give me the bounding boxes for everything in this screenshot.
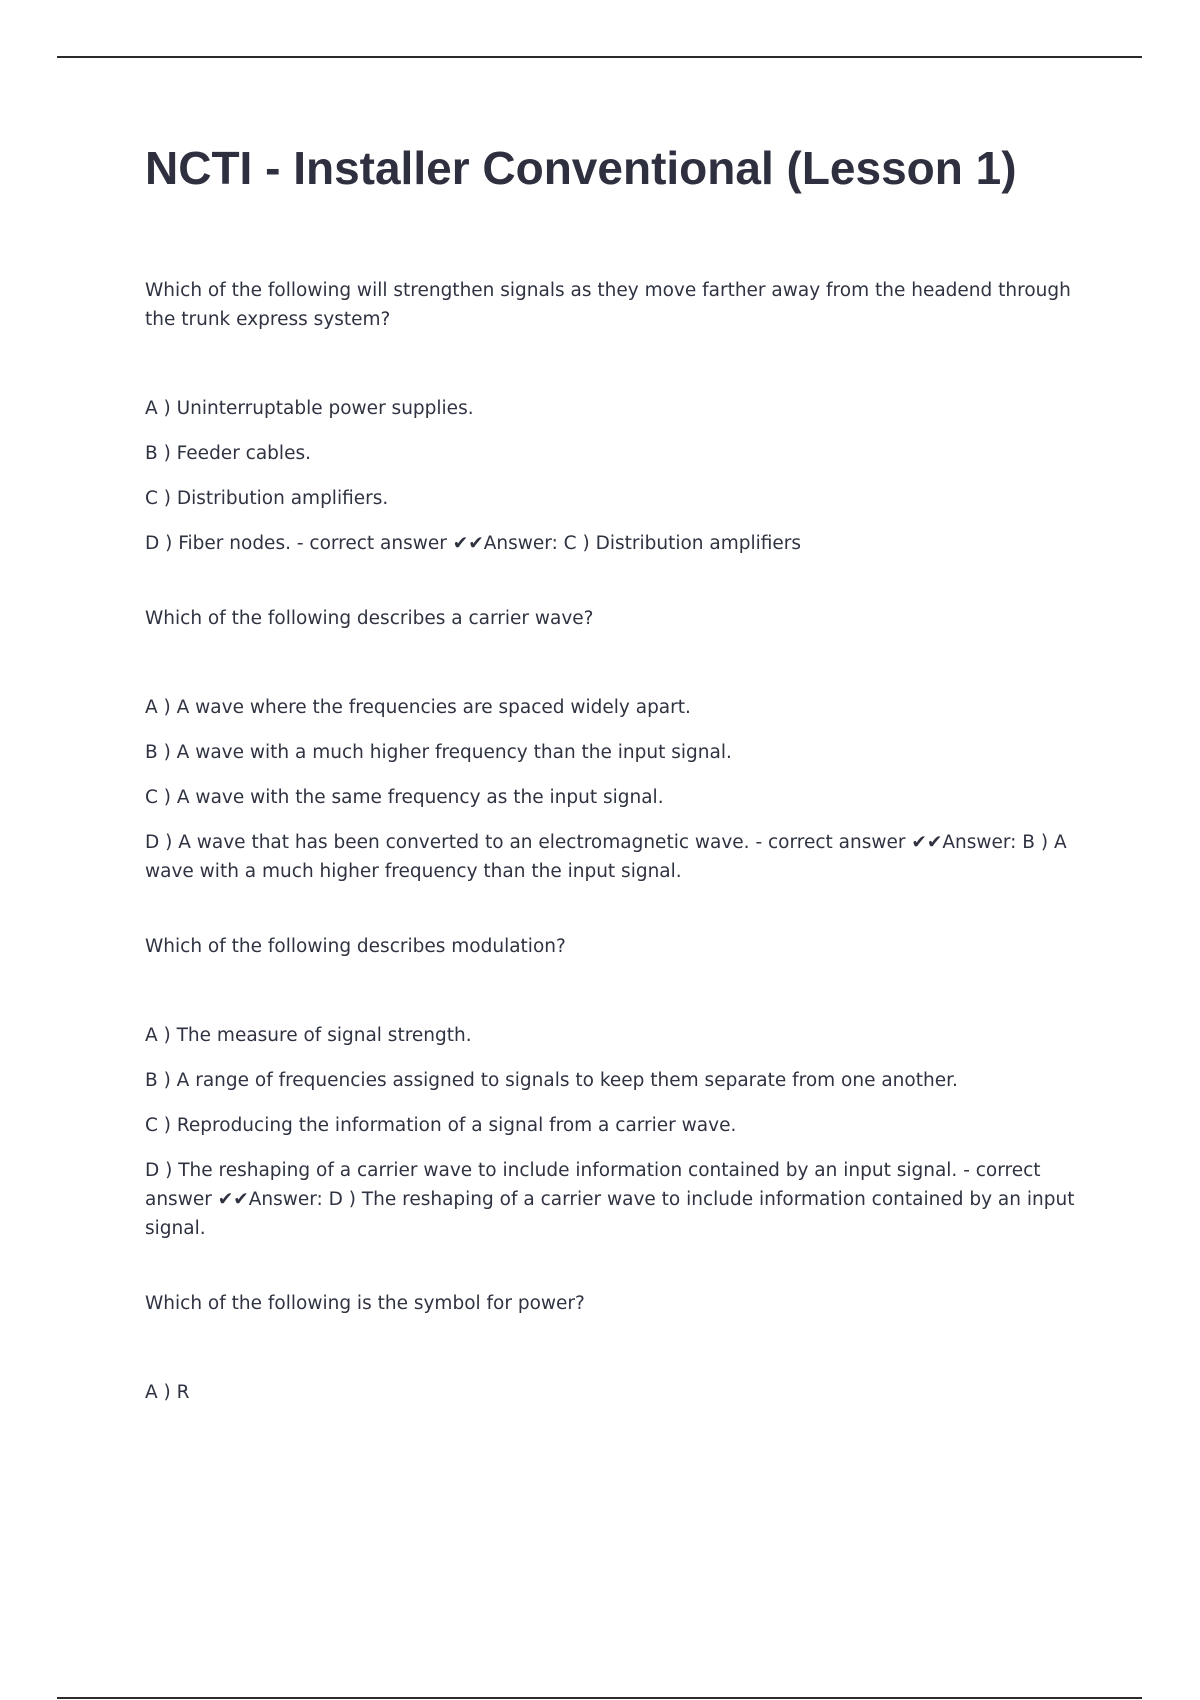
answer-option: C ) A wave with the same frequency as the input signal. <box>145 787 664 808</box>
answer-option-with-answer: D ) A wave that has been converted to an electromagnetic wave. - correct answer ✔✔Answer: B ) A wave with a much higher frequency than the input signal. <box>145 832 1067 882</box>
question-block-2 <box>145 604 1095 886</box>
question-text: Which of the following describes a carrier wave? <box>145 608 594 629</box>
document-title: NCTI - Installer Conventional (Lesson 1) <box>145 142 1017 194</box>
answer-option: A ) A wave where the frequencies are spaced widely apart. <box>145 697 691 718</box>
bottom-rule <box>57 1697 1142 1699</box>
answer-option: C ) Distribution amplifiers. <box>145 488 389 509</box>
answer-option: C ) Reproducing the information of a signal from a carrier wave. <box>145 1115 737 1136</box>
question-block-4 <box>145 1289 1095 1407</box>
answer-option: A ) R <box>145 1382 190 1403</box>
answer-option-with-answer: D ) The reshaping of a carrier wave to include information contained by an input signal. - correct answer ✔✔Answer: D ) The reshaping of a carrier wave to include information contained by an input signal. <box>145 1160 1075 1239</box>
question-block-3 <box>145 932 1095 1243</box>
question-text: Which of the following is the symbol for power? <box>145 1293 585 1314</box>
answer-option-with-answer: D ) Fiber nodes. - correct answer ✔✔Answer: C ) Distribution amplifiers <box>145 533 802 554</box>
answer-option: B ) A wave with a much higher frequency than the input signal. <box>145 742 732 763</box>
question-text: Which of the following will strengthen signals as they move farther away from the headend through the trunk express system? <box>145 280 1071 330</box>
question-text: Which of the following describes modulation? <box>145 936 566 957</box>
question-block-1 <box>145 276 1095 558</box>
top-rule <box>57 56 1142 58</box>
document-body <box>145 140 1095 1453</box>
answer-option: B ) A range of frequencies assigned to signals to keep them separate from one another. <box>145 1070 958 1091</box>
answer-option: A ) The measure of signal strength. <box>145 1025 472 1046</box>
answer-option: A ) Uninterruptable power supplies. <box>145 398 474 419</box>
answer-option: B ) Feeder cables. <box>145 443 311 464</box>
